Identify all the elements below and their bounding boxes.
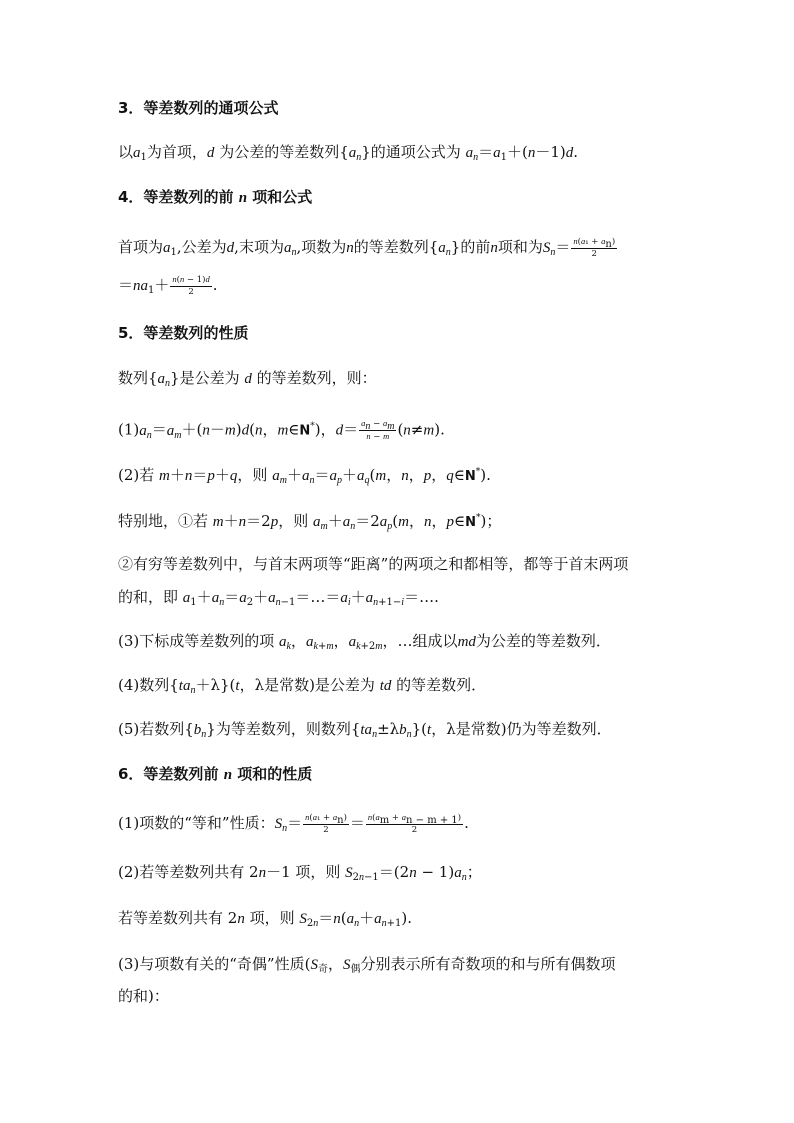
sum-property-1: (1)项数的“等和”性质：$S_n=$ $\frac{n(a_1 + a_n)}{2}$ ＝ $\frac{n(a_m + a_{n - m + 1})}{2}$ . [118, 812, 469, 835]
property-1: $(1)a_n=a_m+(n-m)d(n$，m∈N*)，d＝ $\frac{a_n - a_m}{n - m}$ (n≠m). [118, 418, 445, 442]
section-5-heading: 5．等差数列的性质 [118, 324, 249, 342]
section-3-heading: 3．等差数列的通项公式 [118, 99, 279, 117]
sum-property-3-line-1: (3)与项数有关的“奇偶”性质($S_奇$，$S_偶$分别表示所有奇数项的和与所有偶数项 [118, 955, 616, 975]
common-difference-fraction: $\frac{a_n - a_m}{n - m}$ [361, 418, 395, 442]
section-6-heading: 6．等差数列前 n 项和的性质 [118, 765, 313, 783]
property-2: (2)若 m＋n＝p＋q，则 $a_m+a_n=a_p+a_q(m$，n，p，q∈N*). [118, 466, 491, 486]
sum-property-3-line-2: 的和)： [118, 987, 169, 1005]
section-4-paragraph-line-2: $=na_1+$ $\frac{n(n - 1)d}{2}$ . [118, 274, 218, 297]
equal-sum-fraction-1: $\frac{n(a_1 + a_n)}{2}$ [305, 812, 347, 835]
section-4-paragraph-line-1: 首项为$a_1$,公差为d,末项为$a_n$,项数为n的等差数列$\{a_n\}$的前n项和为$S_n=$ $\frac{n(a_1 + a_n)}{2}$ [118, 236, 616, 259]
property-2-special-case-1: 特别地，①若 m＋n＝2p，则 $a_m+a_n=2a_p(m$，n，p∈N*)； [118, 512, 502, 532]
equal-sum-fraction-2: $\frac{n(a_m + a_{n - m + 1})}{2}$ [367, 812, 462, 835]
sum-formula-fraction-2: $\frac{n(n - 1)d}{2}$ [172, 274, 210, 297]
section-4-heading: 4．等差数列的前 n 项和公式 [118, 188, 313, 206]
sum-property-2-continued: 若等差数列共有 2n 项，则 $S_{2n}=n(a_n+a_{n+1})$. [118, 909, 413, 929]
property-2-special-case-2-line-2: 的和，即 $a_1+a_n=a_2+a_{n-1}=\dots=a_i+a_{n+1-i}=\dots$. [118, 588, 439, 608]
property-2-special-case-2-line-1: ②有穷等差数列中，与首末两项等“距离”的两项之和都相等，都等于首末两项 [118, 555, 629, 573]
property-3: (3)下标成等差数列的项 $a_k$，$a_{k+m}$，$a_{k+2m}$，…组成以md为公差的等差数列． [118, 632, 611, 652]
property-4: (4)数列$\{ta_n+\lambda\}(t$，λ是常数)是公差为 td 的等差数列． [118, 676, 487, 696]
property-5: (5)若数列$\{b_n\}$为等差数列，则数列$\{ta_n\pm\lambda b_n\}(t$，λ是常数)仍为等差数列． [118, 720, 612, 740]
sum-property-2: (2)若等差数列共有 2n－1 项，则 $S_{2n-1}=(2n - 1)a_n$； [118, 863, 482, 883]
sum-formula-fraction: $\frac{n(a_1 + a_n)}{2}$ [573, 236, 616, 259]
section-3-paragraph: 以$a_1$为首项，d 为公差的等差数列$\{a_n\}$的通项公式为 $a_n=a_1+(n-1)d$. [118, 143, 578, 163]
section-5-intro: 数列$\{a_n\}$是公差为 d 的等差数列，则： [118, 369, 377, 389]
